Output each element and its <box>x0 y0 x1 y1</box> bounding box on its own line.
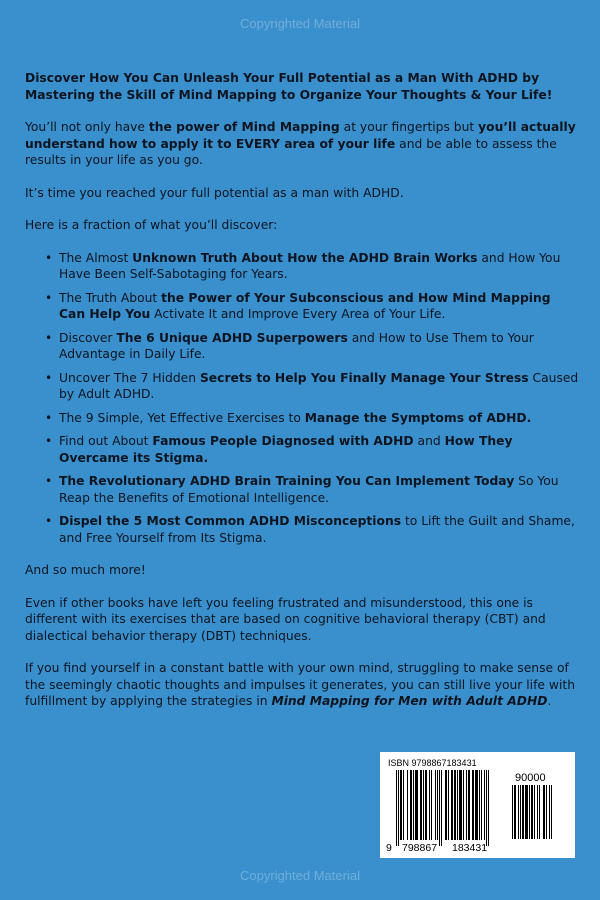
watermark-bottom: Copyrighted Material <box>240 868 360 883</box>
discover-list <box>25 250 580 547</box>
barcode-bar <box>448 770 449 840</box>
p1-bold-1: the power of Mind Mapping <box>148 120 340 134</box>
barcode-bar <box>529 785 530 839</box>
barcode-bar <box>396 770 397 846</box>
item-bold: The 6 Unique ADHD Superpowers <box>116 330 348 345</box>
paragraph-6 <box>25 660 580 710</box>
barcode-bar <box>413 770 414 840</box>
barcode-bar <box>454 770 456 840</box>
item-text: The Truth About <box>59 290 162 305</box>
item-bold: Manage the Symptoms of ADHD. <box>304 410 532 425</box>
item-bold: Unknown Truth About How the ADHD Brain Works <box>132 250 478 265</box>
barcode-bar <box>429 770 430 840</box>
item-text: and How to Use Them to Your Advantage in Daily Life. <box>59 330 534 361</box>
isbn-label: ISBN 9798867183431 <box>388 758 477 768</box>
item-bold: the Power of Your Subconscious and How Mind Mapping Can Help You <box>59 290 551 321</box>
barcode-bar <box>457 770 458 840</box>
item-text: The 9 Simple, Yet Effective Exercises to <box>59 410 305 425</box>
intro-heading <box>25 70 580 103</box>
barcode-bar <box>398 770 399 846</box>
barcode-bar <box>466 770 467 840</box>
list-item <box>25 473 580 506</box>
barcode-bar <box>407 770 408 840</box>
back-cover-text <box>25 70 580 726</box>
item-text: Uncover The 7 Hidden <box>59 370 200 385</box>
barcode-bar <box>468 770 470 840</box>
barcode-bar <box>475 770 478 840</box>
p6-text-2: . <box>547 694 552 708</box>
barcode-bar <box>481 770 482 840</box>
p1-text-1: You’ll not only have <box>25 120 149 134</box>
barcode-bar <box>525 785 528 839</box>
item-text: Discover <box>59 330 117 345</box>
book-title: Mind Mapping for Men with Adult ADHD <box>271 694 548 708</box>
barcode-bar <box>522 785 524 839</box>
barcode-bar <box>546 785 547 839</box>
list-item <box>25 433 580 466</box>
paragraph-2: It’s time you reached your full potential as a man with ADHD. <box>25 185 404 200</box>
list-item <box>25 513 580 546</box>
barcode-bar <box>531 785 533 839</box>
item-text: to Lift the Guilt and Shame, and Free Yourself from Its Stigma. <box>59 514 575 545</box>
list-item <box>25 410 580 427</box>
paragraph-3: Here is a fraction of what you’ll discover: <box>25 218 278 232</box>
barcode-bar <box>486 770 487 846</box>
barcode-bar <box>445 770 447 840</box>
barcode-digit-lead: 9 <box>386 842 392 854</box>
item-text: Find out About <box>59 434 153 448</box>
barcode-bar <box>514 785 516 839</box>
barcode-bar <box>551 785 552 839</box>
barcode-bar <box>431 770 432 840</box>
p1-text-2: at your fingertips but <box>339 120 479 134</box>
barcode-bar <box>441 770 442 846</box>
barcode-bar <box>459 770 462 840</box>
isbn-barcode <box>380 752 575 858</box>
barcode-bar <box>439 770 440 846</box>
item-bold: Famous People Diagnosed with ADHD <box>152 434 414 448</box>
barcode-bars <box>396 770 504 846</box>
barcode-bar <box>400 770 402 840</box>
barcode-bar <box>415 770 418 840</box>
intro-heading-text: Discover How You Can Unleash Your Full Potential as a Man With ADHD by Mastering the Skill of Mind Mapping to Organize Your Thoughts & Your Life! <box>25 71 553 102</box>
item-text: The Almost <box>59 250 133 265</box>
barcode-bar <box>537 785 538 839</box>
barcode-bar <box>534 785 535 839</box>
barcode-bar <box>518 785 519 839</box>
item-text: Caused by Adult ADHD. <box>59 370 579 401</box>
item-text: and How You Have Been Self-Sabotaging for Years. <box>59 250 561 281</box>
barcode-bar <box>435 770 436 840</box>
paragraph-1 <box>25 119 580 169</box>
item-bold: How They Overcame its Stigma. <box>59 434 513 465</box>
p1-bold-2: you’ll actually understand how to apply it to EVERY area of your life <box>25 120 576 151</box>
item-text: and <box>413 434 445 448</box>
p6-text-1: If you find yourself in a constant battle with your own mind, struggling to make sense of the seemingly chaotic thoughts and impulses it generates, you can still live your life with fulfillment by applying the strategies in <box>25 661 575 708</box>
item-text: So You Reap the Benefits of Emotional Intelligence. <box>59 474 559 505</box>
barcode-bar <box>549 785 550 839</box>
item-bold: Secrets to Help You Finally Manage Your Stress <box>199 370 529 385</box>
price-barcode-bars <box>512 785 562 853</box>
barcode-bar <box>425 770 427 840</box>
watermark-top: Copyrighted Material <box>240 16 360 31</box>
barcode-bar <box>543 785 545 839</box>
barcode-bar <box>437 770 438 840</box>
paragraph-5: Even if other books have left you feeling frustrated and misunderstood, this one is different with its exercises that are based on cognitive behavioral therapy (CBT) and dialectical behavior therapy (DBT) techniques. <box>25 595 546 643</box>
barcode-bar <box>423 770 424 840</box>
item-text: Activate It and Improve Every Area of Your Life. <box>150 307 446 321</box>
barcode-bar <box>472 770 474 840</box>
item-bold: The Revolutionary ADHD Brain Training You Can Implement Today <box>59 474 515 488</box>
barcode-digits-group-1: 798867 <box>402 842 438 854</box>
barcode-bar <box>488 770 489 846</box>
barcode-bar <box>512 785 513 839</box>
list-item <box>25 330 580 363</box>
barcode-bar <box>420 770 422 840</box>
barcode-bar <box>410 770 412 840</box>
barcode-bar <box>520 785 521 839</box>
barcode-bar <box>539 785 540 839</box>
barcode-bar <box>484 770 485 840</box>
barcode-digits-group-2: 183431 <box>452 842 488 854</box>
barcode-bar <box>451 770 453 840</box>
list-item <box>25 370 580 403</box>
list-item <box>25 250 580 283</box>
barcode-bar <box>463 770 464 840</box>
price-code: 90000 <box>515 772 546 784</box>
barcode-bar <box>403 770 404 840</box>
list-item <box>25 290 580 323</box>
p1-text-3: and be able to assess the results in your life as you go. <box>25 136 557 167</box>
paragraph-4: And so much more! <box>25 563 146 577</box>
barcode-bar <box>479 770 480 840</box>
item-bold: Dispel the 5 Most Common ADHD Misconceptions <box>59 514 402 528</box>
